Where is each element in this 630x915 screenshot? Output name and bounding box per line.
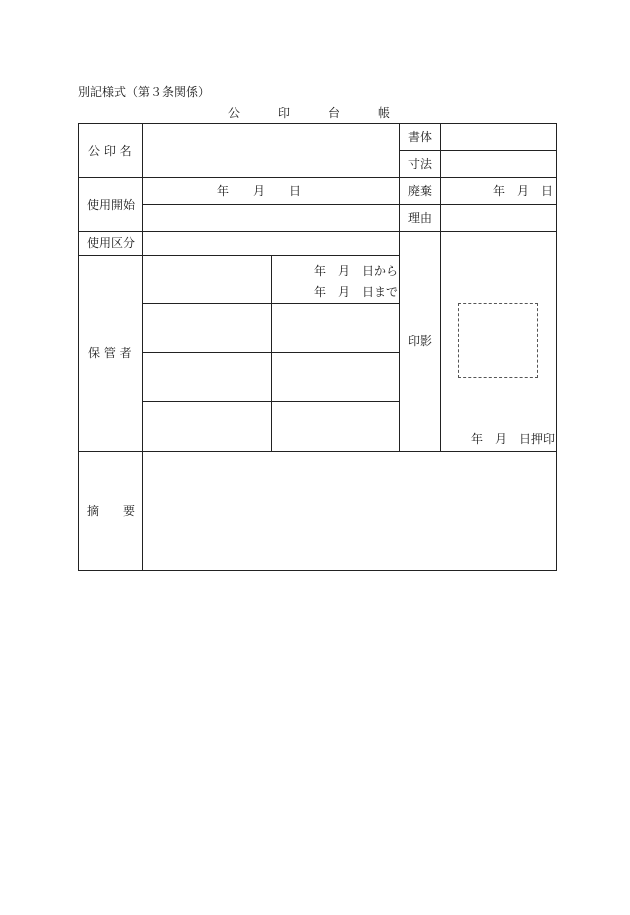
label-use-class: 使用区分 <box>87 236 136 250</box>
title-char: 公 <box>228 106 241 120</box>
seal-impression-box[interactable] <box>458 303 538 378</box>
stamp-date[interactable]: 年 月 日押印 <box>471 432 556 446</box>
table-line <box>142 123 143 571</box>
keep-from-date[interactable]: 年 月 日から <box>314 264 399 278</box>
table-line <box>78 255 400 256</box>
label-keeper: 保 管 者 <box>88 346 132 360</box>
title-char: 台 <box>328 106 341 120</box>
label-abolish: 廃棄 <box>408 184 433 198</box>
table-line <box>78 231 557 232</box>
table-line <box>78 451 557 452</box>
title-char: 印 <box>278 106 291 120</box>
table-line <box>142 352 400 353</box>
table-line <box>142 303 400 304</box>
label-typeface: 書体 <box>408 130 433 144</box>
label-size: 寸法 <box>408 157 433 171</box>
label-reason: 理由 <box>408 211 433 225</box>
table-line <box>142 204 557 205</box>
keep-to-date[interactable]: 年 月 日まで <box>314 285 399 299</box>
table-line <box>399 150 557 151</box>
form-label: 別記様式（第３条関係） <box>78 85 211 99</box>
label-impression: 印影 <box>408 334 433 348</box>
table-line <box>78 177 557 178</box>
title-char: 帳 <box>378 106 391 120</box>
table-line <box>271 255 272 451</box>
abolish-date-field[interactable]: 年 月 日 <box>493 184 554 198</box>
table-line <box>440 123 441 451</box>
start-date-field[interactable]: 年 月 日 <box>217 184 302 198</box>
label-start-of-use: 使用開始 <box>87 198 136 212</box>
label-seal-name: 公 印 名 <box>88 144 132 158</box>
page-title <box>228 104 428 121</box>
table-line <box>142 401 400 402</box>
label-summary: 摘 要 <box>87 504 136 518</box>
